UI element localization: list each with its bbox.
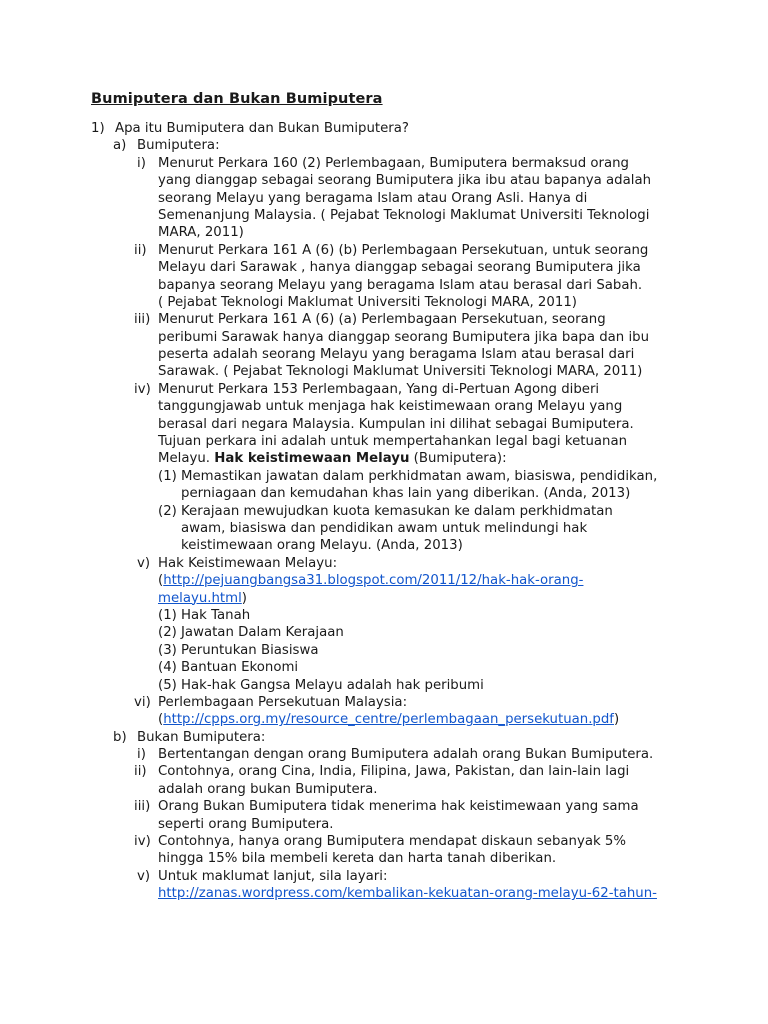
sub-list-item <box>0 624 768 641</box>
list-item-text: seorang Melayu yang beragama Islam atau Orang Asli. Hanya di <box>158 190 588 206</box>
sub-list-item-text: Bantuan Ekonomi <box>181 660 299 676</box>
list-marker: ii) <box>134 764 147 780</box>
list-item-continued <box>0 590 768 607</box>
list-marker: i) <box>137 155 146 171</box>
list-item <box>0 746 768 763</box>
list-item-continued <box>0 190 768 207</box>
list-item-text: Contohnya, orang Cina, India, Filipina, Jawa, Pakistan, dan lain-lain lagi <box>158 764 630 780</box>
list-marker: (1) <box>158 468 177 484</box>
section-a-heading <box>0 137 768 154</box>
sub-list-item-text: Jawatan Dalam Kerajaan <box>181 625 344 641</box>
text-run: Melayu. <box>158 451 215 467</box>
list-item-text: Menurut Perkara 161 A (6) (a) Perlembagaan Persekutuan, seorang <box>158 312 606 328</box>
list-item-continued <box>0 207 768 224</box>
sub-list-item-text: Hak Tanah <box>181 607 251 623</box>
list-item <box>0 833 768 850</box>
sub-list-item-continued <box>0 485 768 502</box>
list-item-continued <box>0 398 768 415</box>
list-item-continued <box>0 850 768 867</box>
list-marker: a) <box>113 138 127 154</box>
list-item-text: Melayu dari Sarawak , hanya dianggap sebagai seorang Bumiputera jika <box>158 260 641 276</box>
list-item-text: yang dianggap sebagai seorang Bumiputera jika ibu atau bapanya adalah <box>158 173 652 189</box>
list-item-text: Tujuan perkara ini adalah untuk mempertahankan legal bagi ketuanan <box>158 434 628 450</box>
zanas-wordpress-link[interactable]: http://zanas.wordpress.com/kembalikan-kekuatan-orang-melayu-62-tahun- <box>158 886 657 902</box>
list-marker: 1) <box>91 121 105 136</box>
list-item-continued <box>0 294 768 311</box>
list-marker: (5) <box>158 677 177 693</box>
list-item-text: Menurut Perkara 160 (2) Perlembagaan, Bumiputera bermaksud orang <box>158 155 629 171</box>
list-item-text: Semenanjung Malaysia. ( Pejabat Teknologi Maklumat Universiti Teknologi <box>158 207 650 223</box>
list-item-text: Sarawak. ( Pejabat Teknologi Maklumat Universiti Teknologi MARA, 2011) <box>158 364 643 380</box>
pejuangbangsa-link-continued[interactable]: melayu.html <box>158 590 242 606</box>
sub-list-item-continued <box>0 520 768 537</box>
question-1 <box>0 120 768 137</box>
sub-list-item-text: keistimewaan orang Melayu. (Anda, 2013) <box>181 538 463 554</box>
sub-list-item <box>0 642 768 659</box>
list-item-continued <box>0 572 768 589</box>
list-item <box>0 381 768 398</box>
paren-close: ) <box>241 590 247 606</box>
list-marker: iv) <box>134 834 151 850</box>
list-marker: (1) <box>158 607 177 623</box>
list-item <box>0 311 768 328</box>
pejuangbangsa-link[interactable]: http://pejuangbangsa31.blogspot.com/2011/12/hak-hak-orang- <box>163 573 584 589</box>
list-item-continued <box>0 781 768 798</box>
cpps-perlembagaan-link[interactable]: http://cpps.org.my/resource_centre/perlembagaan_persekutuan.pdf <box>163 712 614 728</box>
list-item-continued <box>0 416 768 433</box>
list-marker: vi) <box>134 694 151 710</box>
list-item-continued <box>0 329 768 346</box>
list-marker: ii) <box>134 242 147 258</box>
list-item <box>0 763 768 780</box>
list-item <box>0 242 768 259</box>
sub-list-item-text: Peruntukan Biasiswa <box>181 642 319 658</box>
paren-open: ( <box>158 712 164 728</box>
section-b-heading <box>0 729 768 746</box>
list-item <box>0 155 768 172</box>
sub-list-item <box>0 503 768 520</box>
list-item-continued <box>0 433 768 450</box>
list-item-text: Menurut Perkara 153 Perlembagaan, Yang di-Pertuan Agong diberi <box>158 381 600 397</box>
list-item-continued <box>0 224 768 241</box>
link-line <box>158 572 583 589</box>
list-marker: v) <box>137 868 151 884</box>
list-item-text: hingga 15% bila membeli kereta dan harta tanah diberikan. <box>158 851 557 867</box>
list-item <box>0 694 768 711</box>
list-item-text: berasal dari negara Malaysia. Kumpulan ini dilihat sebagai Bumiputera. <box>158 416 634 432</box>
list-item-text: MARA, 2011) <box>158 225 244 241</box>
list-marker: (4) <box>158 660 177 676</box>
list-item-text: tanggungjawab untuk menjaga hak keistimewaan orang Melayu yang <box>158 399 623 415</box>
sub-list-item <box>0 607 768 624</box>
list-marker: iii) <box>134 312 151 328</box>
list-marker: (2) <box>158 503 177 519</box>
sub-list-item-text: Hak-hak Gangsa Melayu adalah hak peribumi <box>181 677 484 693</box>
list-item-text: Hak Keistimewaan Melayu: <box>158 555 338 571</box>
sub-list-item <box>0 659 768 676</box>
link-line <box>158 711 619 728</box>
list-item-continued <box>0 172 768 189</box>
list-item-text: Untuk maklumat lanjut, sila layari: <box>158 868 388 884</box>
link-line <box>158 885 657 902</box>
document-body <box>0 120 768 903</box>
document-title: Bumiputera dan Bukan Bumiputera <box>91 91 383 107</box>
list-item-text: peserta adalah seorang Melayu yang beragama Islam atau berasal dari <box>158 347 635 363</box>
list-item-text: Bertentangan dengan orang Bumiputera adalah orang Bukan Bumiputera. <box>158 747 654 763</box>
list-marker: i) <box>137 747 146 763</box>
list-marker: b) <box>113 729 127 745</box>
list-item-text: Orang Bukan Bumiputera tidak menerima hak keistimewaan yang sama <box>158 799 639 815</box>
list-item-continued <box>0 363 768 380</box>
list-item-text: peribumi Sarawak hanya dianggap seorang Bumiputera jika bapa dan ibu <box>158 329 650 345</box>
list-item-continued <box>0 711 768 728</box>
sub-list-item-text: Kerajaan mewujudkan kuota kemasukan ke dalam perkhidmatan <box>181 503 613 519</box>
list-item-text: Menurut Perkara 161 A (6) (b) Perlembagaan Persekutuan, untuk seorang <box>158 242 649 258</box>
list-marker: v) <box>137 555 151 571</box>
list-item-continued <box>0 816 768 833</box>
sub-list-item <box>0 468 768 485</box>
list-item-text: seperti orang Bumiputera. <box>158 816 334 832</box>
link-line <box>158 590 247 607</box>
list-marker: (2) <box>158 625 177 641</box>
list-item-continued <box>0 259 768 276</box>
list-item <box>0 555 768 572</box>
list-marker: iii) <box>134 799 151 815</box>
list-item-text: bapanya seorang Melayu yang beragama Islam atau berasal dari Sabah. <box>158 277 643 293</box>
list-marker: iv) <box>134 381 151 397</box>
section-label: Bumiputera: <box>137 138 220 154</box>
list-item <box>0 798 768 815</box>
list-item-text: Perlembagaan Persekutuan Malaysia: <box>158 694 408 710</box>
sub-list-item-text: perniagaan dan kemudahan khas lain yang diberikan. (Anda, 2013) <box>181 486 631 502</box>
paren-open: ( <box>158 573 164 589</box>
question-text: Apa itu Bumiputera dan Bukan Bumiputera? <box>115 121 409 136</box>
list-item-text: adalah orang bukan Bumiputera. <box>158 781 378 797</box>
sub-list-item-text: Memastikan jawatan dalam perkhidmatan awam, biasiswa, pendidikan, <box>181 468 658 484</box>
sub-list-item-text: awam, biasiswa dan pendidikan awam untuk melindungi hak <box>181 520 588 536</box>
list-marker: (3) <box>158 642 177 658</box>
sub-list-item-continued <box>0 537 768 554</box>
list-item <box>0 868 768 885</box>
paren-close: ) <box>614 712 620 728</box>
list-item-continued <box>0 885 768 902</box>
sub-list-item <box>0 677 768 694</box>
list-item-continued <box>0 277 768 294</box>
list-item-text: Contohnya, hanya orang Bumiputera mendapat diskaun sebanyak 5% <box>158 834 627 850</box>
section-label: Bukan Bumiputera: <box>137 729 266 745</box>
text-run: (Bumiputera): <box>409 451 507 467</box>
list-item-text <box>158 450 507 467</box>
bold-heading-hak-keistimewaan: Hak keistimewaan Melayu <box>214 451 410 467</box>
list-item-continued <box>0 346 768 363</box>
list-item-continued <box>0 450 768 467</box>
list-item-text: ( Pejabat Teknologi Maklumat Universiti Teknologi MARA, 2011) <box>158 294 577 310</box>
